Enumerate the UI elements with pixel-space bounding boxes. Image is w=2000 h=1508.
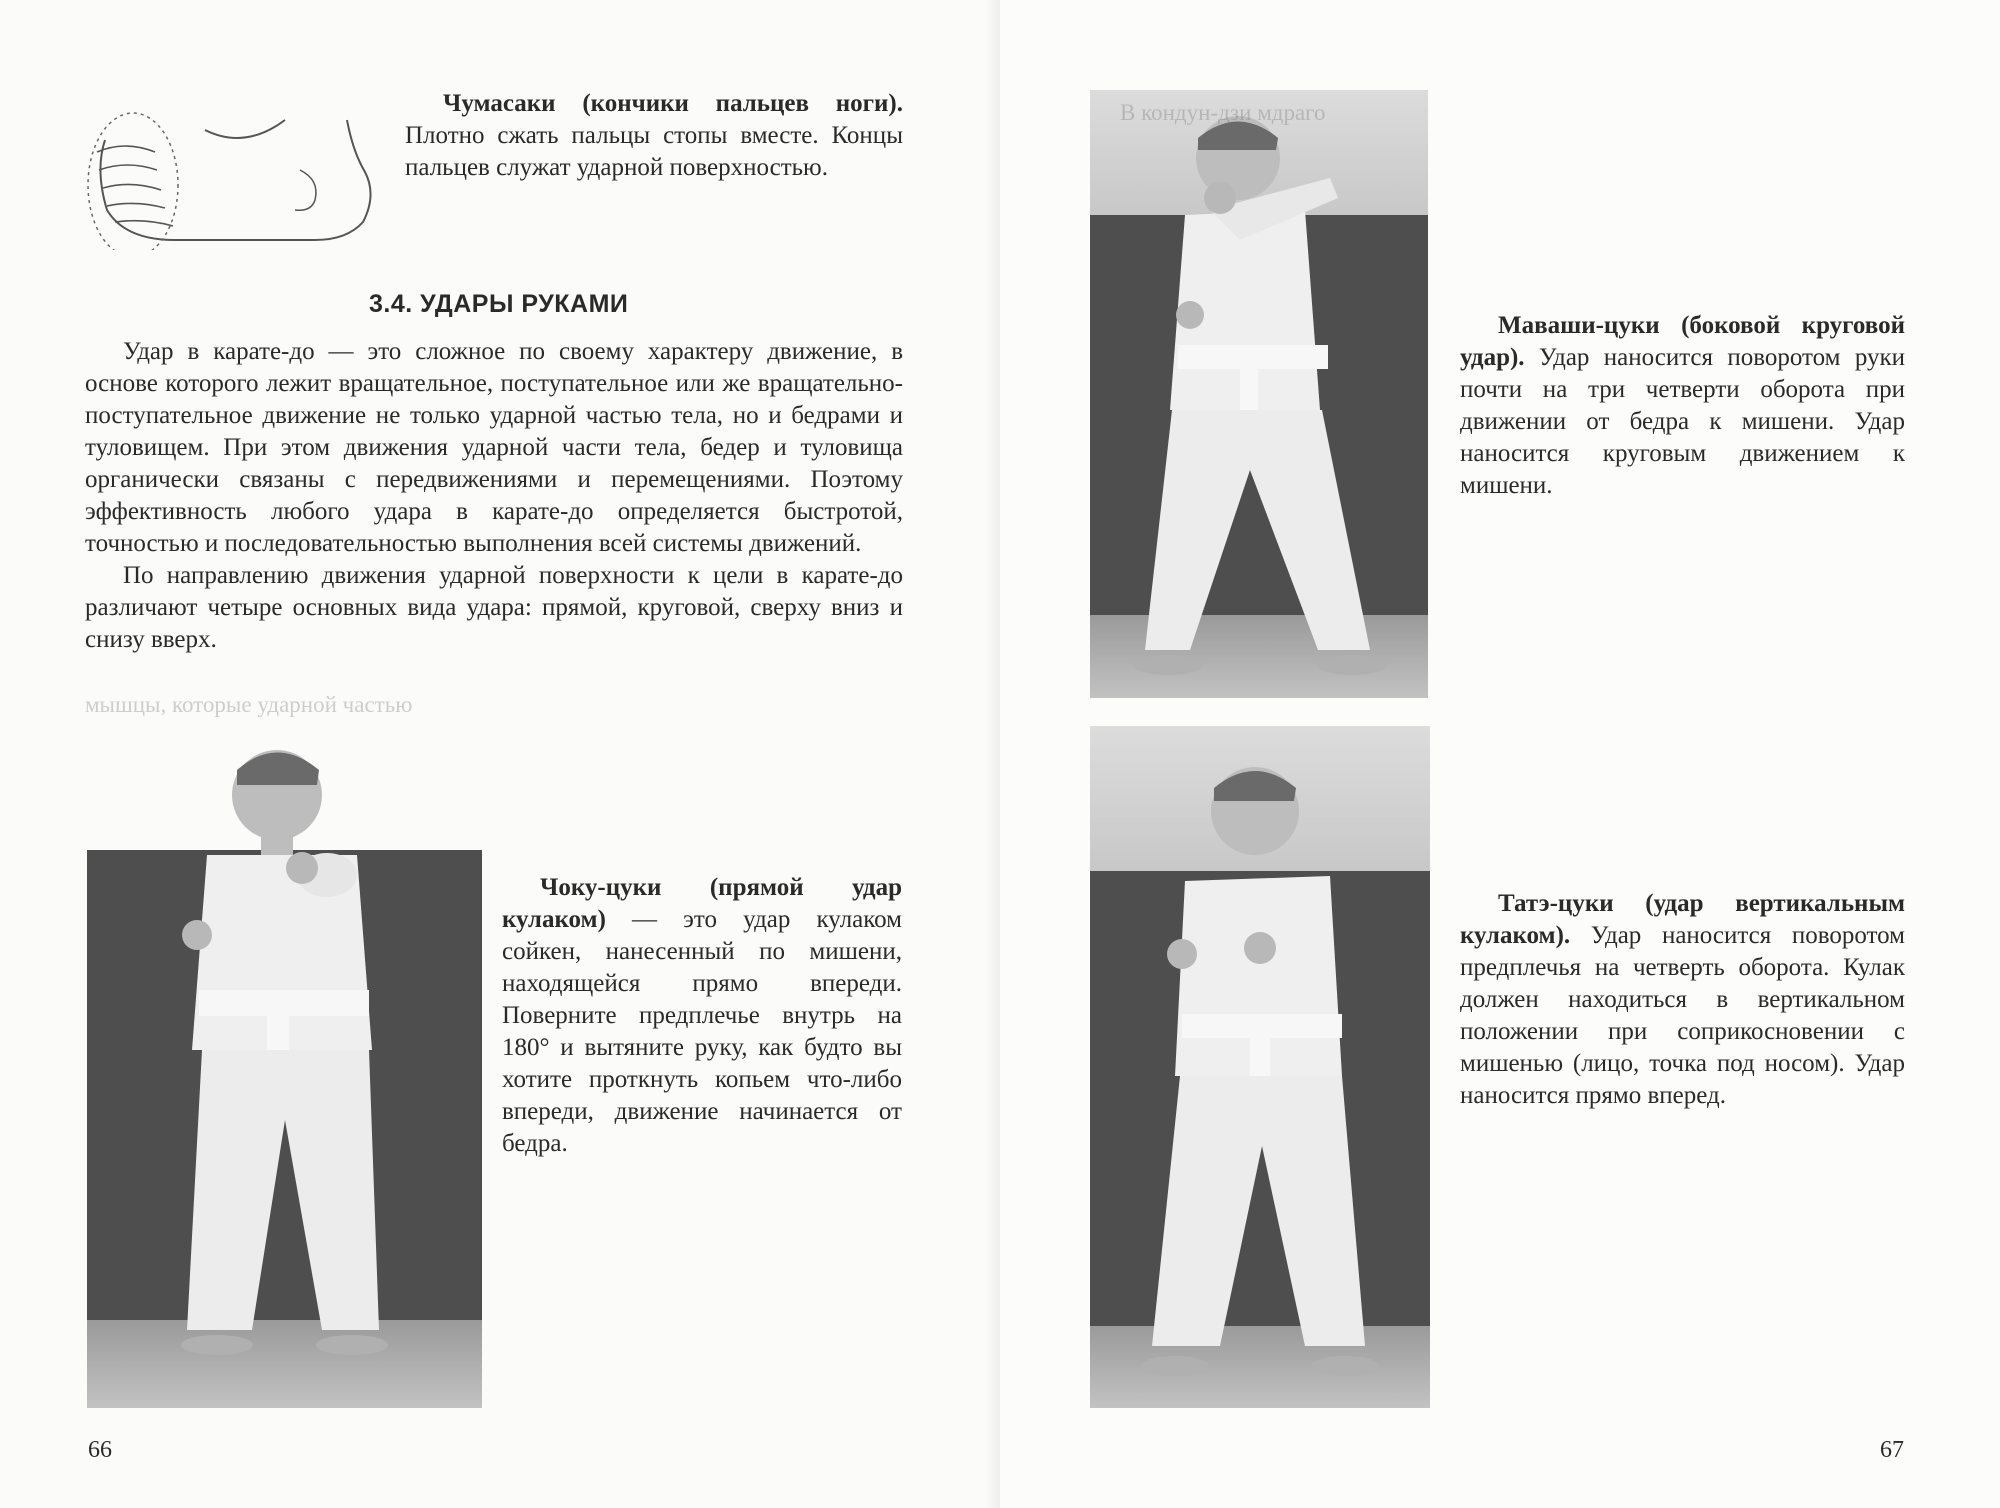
tate-tsuki-body: Удар наносится поворотом предплечья на четверть оборота. Кулак должен находиться в вертикальном положении при соприкосновении с мишенью (лицо, точка под носом). Удар наносится прямо вперед. (1460, 922, 1905, 1109)
chumasaki-text (405, 88, 903, 184)
choku-tsuki-title: Чоку-цуки (прямой удар кулаком) (502, 874, 902, 933)
paragraph-2: По направлению движения ударной поверхности к цели в карате-до различают четыре основных вида удара: прямой, круговой, сверху вниз и снизу вверх. (85, 562, 903, 653)
choku-tsuki-text (502, 872, 902, 1160)
right-page (1000, 0, 2000, 1508)
chumasaki-title: Чумасаки (кончики пальцев ноги). (443, 90, 903, 117)
tate-tsuki-photo (1090, 726, 1430, 1408)
choku-tsuki-photo (87, 690, 482, 1408)
mawashi-tsuki-photo (1090, 90, 1428, 698)
intro-text (85, 336, 903, 656)
section-heading: 3.4. УДАРЫ РУКАМИ (369, 290, 629, 318)
mawashi-tsuki-title: Маваши-цуки (боковой круговой удар). (1460, 312, 1905, 371)
mawashi-tsuki-body: Удар наносится поворотом руки почти на три четверти оборота при движении от бедра к мишени. Удар наносится круговым движением к мишени. (1460, 344, 1906, 499)
bleed-through-text-2: В кондун-дзи мдраго (1120, 100, 1326, 125)
choku-tsuki-body: — это удар кулаком сойкен, нанесенный по мишени, находящейся прямо впереди. Поверните предплечье внутрь на 180° и вытяните руку, как будто вы хотите проткнуть копьем что-либо впереди, движение начинается от бедра. (502, 906, 902, 1157)
page-number-right: 67 (1880, 1437, 1904, 1463)
bleed-through-text: мышцы, которые ударной частью (85, 692, 413, 717)
mawashi-tsuki-text (1460, 310, 1905, 502)
paragraph-1: Удар в карате-до — это сложное по своему характеру движение, в основе которого лежит вращательное, поступательное или же вращательно-поступательное движение не только ударной частью тела, но и бедрами и туловищем. При этом движения ударной части тела, бедер и туловища органически связаны с передвижениями и перемещениями. Поэтому эффективность любого удара в карате-до определяется быстротой, точностью и последовательностью выполнения всей системы движений. (85, 338, 903, 557)
chumasaki-body: Плотно сжать пальцы стопы вместе. Концы пальцев служат ударной поверхностью. (405, 122, 903, 181)
tate-tsuki-title: Татэ-цуки (удар вертикальным кулаком). (1460, 890, 1905, 949)
foot-toes-illustration (85, 100, 385, 250)
tate-tsuki-text (1460, 888, 1905, 1112)
page-number-left: 66 (88, 1437, 112, 1463)
